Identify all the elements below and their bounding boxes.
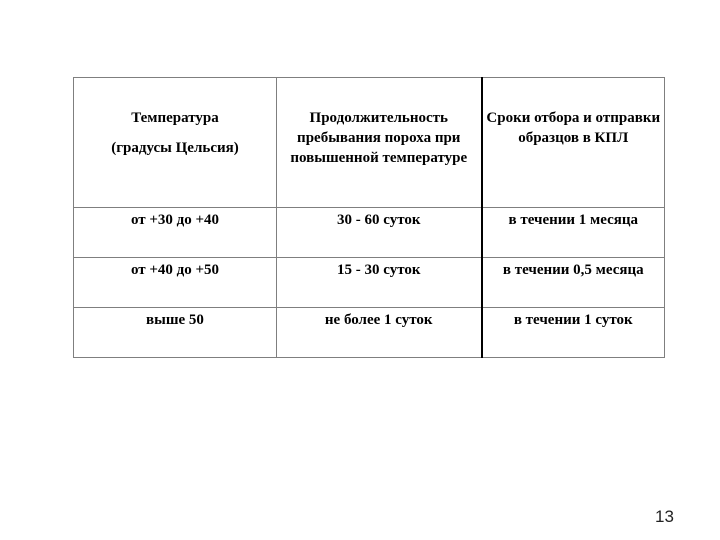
table-cell-temperature: от +30 до +40 — [74, 208, 277, 258]
table-row — [74, 308, 665, 358]
header-duration — [277, 78, 482, 208]
header-temperature — [74, 78, 277, 208]
header-temperature-unit: (градусы Цельсия) — [111, 140, 239, 156]
table-header-row — [74, 78, 665, 208]
header-temperature-title: Температура — [131, 110, 219, 126]
table-cell-duration: 30 - 60 суток — [277, 208, 482, 258]
table-row — [74, 258, 665, 308]
page-number: 13 — [655, 507, 674, 526]
table-cell-duration: не более 1 суток — [277, 308, 482, 358]
table-row — [74, 208, 665, 258]
table-cell-temperature: выше 50 — [74, 308, 277, 358]
table-cell-sampling: в течении 0,5 месяца — [482, 258, 665, 308]
table-cell-sampling: в течении 1 месяца — [482, 208, 665, 258]
table-cell-temperature: от +40 до +50 — [74, 258, 277, 308]
table-cell-sampling: в течении 1 суток — [482, 308, 665, 358]
temperature-storage-table — [73, 77, 665, 358]
header-sampling-terms-text: Сроки отбора и отправки образцов в КПЛ — [486, 110, 661, 146]
table-cell-duration: 15 - 30 суток — [277, 258, 482, 308]
header-duration-text: Продолжительность пребывания пороха при повышенной температуре — [290, 110, 468, 166]
header-sampling-terms — [482, 78, 665, 208]
